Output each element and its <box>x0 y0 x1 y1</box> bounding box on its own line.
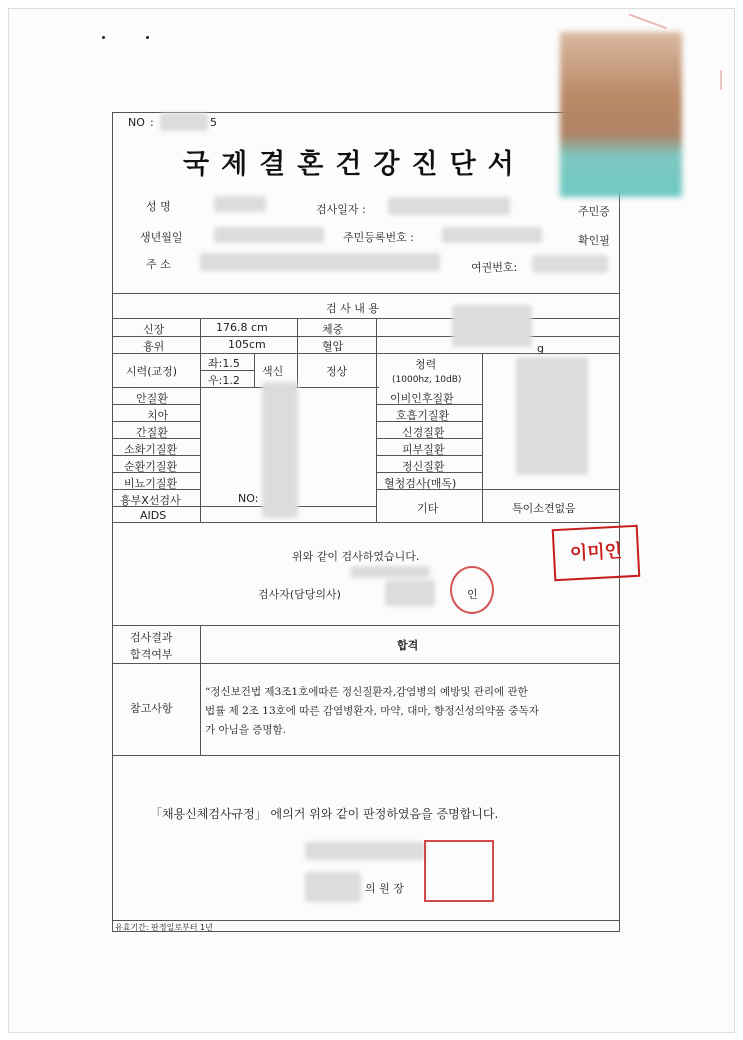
redacted-birth <box>214 227 324 243</box>
redacted-hospital <box>350 566 430 578</box>
remarks-line-1: 법률 제 2조 13호에 따른 감염병환자, 마약, 대마, 향정신성의약품 중독자 <box>205 705 539 717</box>
remarks-label: 참고사항 <box>130 702 173 715</box>
bp-unit: g <box>537 342 544 355</box>
certify-line: 위와 같이 검사하였습니다. <box>292 550 420 563</box>
no-label: NO <box>128 116 145 129</box>
passport-label: 여권번호: <box>471 261 518 274</box>
etc-label: 기타 <box>417 502 439 515</box>
divider <box>112 318 620 319</box>
chest-value: 105cm <box>228 338 266 351</box>
redacted-left-results <box>262 382 298 518</box>
mark-dot <box>102 36 105 39</box>
vision-label: 시력(교정) <box>126 365 178 378</box>
result-label-1: 검사결과 <box>130 631 173 644</box>
height-label: 신장 <box>143 323 165 336</box>
grid-line <box>200 625 201 755</box>
remarks-line-0: “정신보건법 제3조1호에따른 정신질환자,감염병의 예방및 관리에 관한 <box>205 686 528 698</box>
grid-line <box>376 318 377 522</box>
applicant-photo <box>560 32 682 197</box>
left-item-5: 비뇨기질환 <box>124 477 178 490</box>
examiner-label: 검사자(담당의사) <box>258 588 341 601</box>
divider <box>112 293 620 294</box>
redacted-rrn <box>442 227 542 243</box>
redacted-hearing <box>516 357 588 475</box>
grid-line <box>112 336 620 337</box>
redacted-no <box>160 113 208 131</box>
final-statement: 「채용신체검사규정」 에의거 위와 같이 판정하였음을 증명합니다. <box>150 807 499 821</box>
director-label: 의 원 장 <box>365 882 404 895</box>
name-label: 성 명 <box>146 200 171 213</box>
chest-label: 흉위 <box>143 340 165 353</box>
result-label-2: 합격여부 <box>130 648 173 661</box>
mark-dot <box>146 36 149 39</box>
divider <box>112 755 620 756</box>
right-item-1: 호흡기질환 <box>396 409 450 422</box>
examiner-seal-stamp <box>450 566 494 614</box>
grid-line <box>254 353 255 387</box>
right-item-3: 피부질환 <box>402 443 445 456</box>
grid-line <box>112 522 620 523</box>
page-title: 국제결혼건강진단서 <box>183 149 526 180</box>
grid-line <box>297 353 298 387</box>
left-item-2: 간질환 <box>136 426 168 439</box>
right-item-5: 혈청검사(매독) <box>384 477 457 490</box>
redacted-hospital-name <box>305 842 425 860</box>
birth-label: 생년월일 <box>140 231 183 244</box>
right-item-4: 정신질환 <box>402 460 445 473</box>
address-label: 주 소 <box>146 258 171 271</box>
left-item-6: 흉부X선검사 <box>120 494 181 507</box>
examiner-seal-text: 인 <box>467 588 478 601</box>
redacted-exam-date <box>388 197 510 215</box>
etc-value: 특이소견없음 <box>512 502 576 515</box>
right-item-2: 신경질환 <box>402 426 445 439</box>
hospital-seal-stamp <box>552 525 641 581</box>
redacted-examiner <box>385 580 435 606</box>
left-item-4: 순환기질환 <box>124 460 178 473</box>
grid-line <box>482 353 483 489</box>
color-value: 정상 <box>326 365 348 378</box>
divider <box>112 625 620 626</box>
redacted-address <box>200 253 440 271</box>
weight-label: 체중 <box>322 323 344 336</box>
divider <box>112 920 620 921</box>
stamp-text: 이미인 <box>569 540 623 565</box>
grid-line <box>482 489 483 522</box>
left-item-1: 치아 <box>147 409 169 422</box>
validity-note: 유효기간: 판정일로부터 1년 <box>115 923 213 932</box>
redacted-passport <box>532 255 608 273</box>
remarks-line-2: 가 아님을 증명함. <box>205 724 287 736</box>
redacted-name <box>214 196 266 212</box>
section-title: 검 사 내 용 <box>326 302 379 315</box>
bp-label: 혈압 <box>322 340 344 353</box>
grid-line <box>112 387 379 388</box>
left-item-7: AIDS <box>140 509 167 522</box>
no-value: 5 <box>210 116 217 129</box>
left-item-3: 소화기질환 <box>124 443 178 456</box>
vision-right: 우:1.2 <box>208 374 240 387</box>
hearing-sub: (1000hz, 10dB) <box>392 375 462 385</box>
rrn-label: 주민등록번호 : <box>343 231 414 244</box>
exam-date-label: 검사일자 : <box>316 203 366 216</box>
result-value: 합격 <box>397 639 419 652</box>
left-item-0: 안질환 <box>136 392 168 405</box>
grid-line <box>200 318 201 522</box>
height-value: 176.8 cm <box>216 321 268 334</box>
xray-value: NO: <box>238 492 259 505</box>
hearing-label: 청력 <box>415 358 437 371</box>
color-label: 색신 <box>262 365 284 378</box>
grid-line <box>200 370 254 371</box>
no-colon: : <box>150 116 154 129</box>
right-note-2: 확인필 <box>578 234 610 247</box>
grid-line <box>297 318 298 353</box>
director-seal-stamp <box>424 840 494 902</box>
redacted-director <box>305 872 361 902</box>
red-smudge <box>690 70 722 90</box>
redacted-weight <box>452 305 532 347</box>
right-note-1: 주민증 <box>578 205 610 218</box>
divider <box>112 663 620 664</box>
vision-left: 좌:1.5 <box>208 357 240 370</box>
right-item-0: 이비인후질환 <box>390 392 454 405</box>
